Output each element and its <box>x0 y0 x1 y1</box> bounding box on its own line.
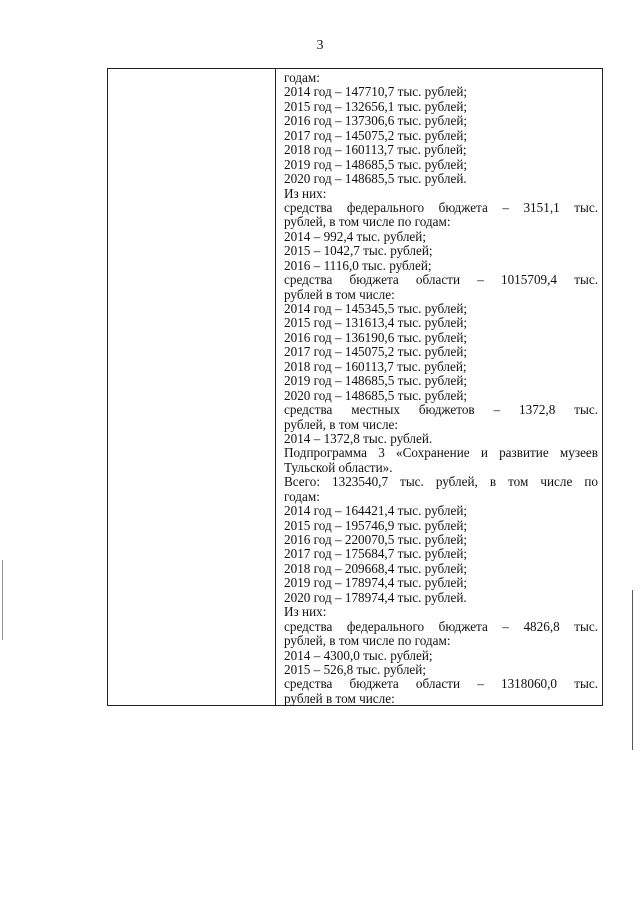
text-line: Из них: <box>284 605 327 620</box>
text-line: средства федерального бюджета – 3151,1 тыс. <box>284 200 598 215</box>
text-line: 2015 год – 131613,4 тыс. рублей; <box>284 316 468 331</box>
text-line: 2018 год – 209668,4 тыс. рублей; <box>284 561 468 576</box>
text-line: средства федерального бюджета – 4826,8 тыс. <box>284 619 598 634</box>
scan-edge-line <box>632 590 633 750</box>
text-line: 2019 год – 178974,4 тыс. рублей; <box>284 576 468 591</box>
text-line: средства бюджета области – 1015709,4 тыс. <box>284 273 598 288</box>
text-line: годам: <box>284 71 320 85</box>
text-line: 2018 год – 160113,7 тыс. рублей; <box>284 143 467 158</box>
text-line: 2015 – 526,8 тыс. рублей; <box>284 662 426 677</box>
text-line: 2014 – 992,4 тыс. рублей; <box>284 229 426 244</box>
text-line: 2016 год – 220070,5 тыс. рублей; <box>284 533 468 547</box>
page-number: 3 <box>316 38 324 53</box>
text-line: рублей, в том числе по годам: <box>284 634 451 649</box>
text-line: Тульской области». <box>284 460 393 475</box>
text-line: 2016 – 1116,0 тыс. рублей; <box>284 258 432 273</box>
text-line: 2017 год – 145075,2 тыс. рублей; <box>284 128 468 143</box>
funding-table <box>107 68 603 706</box>
text-line: 2020 год – 178974,4 тыс. рублей. <box>284 590 467 605</box>
text-line: годам: <box>284 489 320 504</box>
text-line: средства местных бюджетов – 1372,8 тыс. <box>284 403 598 418</box>
text-line: 2015 – 1042,7 тыс. рублей; <box>284 244 433 259</box>
text-line: рублей в том числе: <box>284 287 395 302</box>
text-line: 2015 год – 132656,1 тыс. рублей; <box>284 99 468 114</box>
text-line: 2018 год – 160113,7 тыс. рублей; <box>284 359 467 374</box>
text-line: 2017 год – 175684,7 тыс. рублей; <box>284 547 468 562</box>
text-line: 2014 – 4300,0 тыс. рублей; <box>284 648 433 663</box>
text-line: 2020 год – 148685,5 тыс. рублей; <box>284 388 468 403</box>
text-line: рублей, в том числе по годам: <box>284 215 451 230</box>
scan-edge-line-left <box>2 560 3 640</box>
text-line: 2019 год – 148685,5 тыс. рублей; <box>284 374 468 389</box>
table-right-cell <box>276 69 602 705</box>
table-left-cell <box>108 69 276 705</box>
text-line: 2014 год – 164421,4 тыс. рублей; <box>284 504 468 519</box>
text-line: Из них: <box>284 186 327 201</box>
text-line: 2016 год – 136190,6 тыс. рублей; <box>284 330 468 345</box>
text-line: 2017 год – 145075,2 тыс. рублей; <box>284 345 468 360</box>
text-line: рублей в том числе: <box>284 691 395 706</box>
text-line: 2014 – 1372,8 тыс. рублей. <box>284 431 433 446</box>
text-line: Всего: 1323540,7 тыс. рублей, в том числе по <box>284 475 598 490</box>
text-line: Подпрограмма 3 «Сохранение и развитие музеев <box>284 446 598 461</box>
text-line: 2014 год – 147710,7 тыс. рублей; <box>284 85 468 100</box>
text-line: 2016 год – 137306,6 тыс. рублей; <box>284 114 468 129</box>
text-line: 2015 год – 195746,9 тыс. рублей; <box>284 518 468 533</box>
text-line: 2020 год – 148685,5 тыс. рублей. <box>284 172 467 187</box>
text-line: рублей, в том числе: <box>284 417 399 432</box>
text-line: средства бюджета области – 1318060,0 тыс. <box>284 677 598 692</box>
text-line: 2019 год – 148685,5 тыс. рублей; <box>284 157 468 172</box>
text-line: 2014 год – 145345,5 тыс. рублей; <box>284 302 468 316</box>
